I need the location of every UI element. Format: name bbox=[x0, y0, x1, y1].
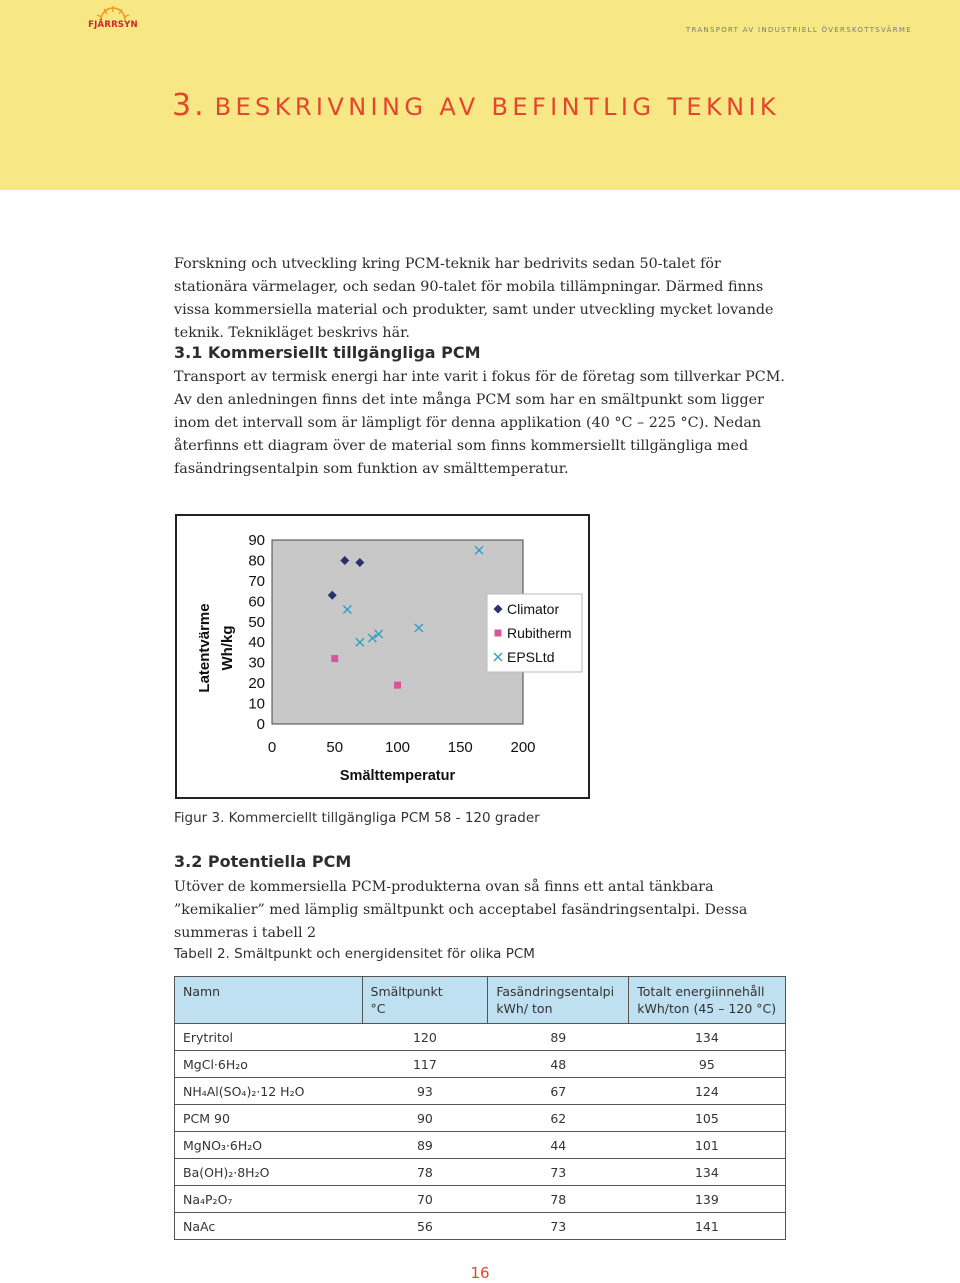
chapter-title: BESKRIVNING AV BEFINTLIG TEKNIK bbox=[214, 93, 781, 121]
cell-melting-point: 56 bbox=[362, 1213, 488, 1240]
fjarrsyn-logo bbox=[82, 6, 144, 32]
table-row bbox=[175, 1105, 786, 1132]
x-tick-label: 50 bbox=[326, 739, 344, 756]
legend-label: EPSLtd bbox=[507, 649, 555, 665]
cell-total: 139 bbox=[629, 1186, 786, 1213]
y-tick-label: 30 bbox=[248, 654, 265, 672]
cell-name: Erytritol bbox=[175, 1024, 363, 1051]
header-name: Namn bbox=[175, 977, 363, 1024]
data-point-rubitherm bbox=[331, 655, 338, 662]
y-tick-label: 20 bbox=[248, 675, 265, 693]
page-number: 16 bbox=[470, 1264, 490, 1282]
x-tick-label: 200 bbox=[510, 739, 536, 756]
chapter-number: 3. bbox=[172, 88, 207, 123]
pcm-table bbox=[174, 976, 786, 1240]
cell-enthalpy: 73 bbox=[488, 1213, 629, 1240]
table-row bbox=[175, 1159, 786, 1186]
cell-enthalpy: 73 bbox=[488, 1159, 629, 1186]
cell-total: 134 bbox=[629, 1159, 786, 1186]
header-total-energy: Totalt energiinnehåll kWh/ton (45 – 120 °C) bbox=[629, 977, 786, 1024]
cell-enthalpy: 78 bbox=[488, 1186, 629, 1213]
legend-label: Rubitherm bbox=[507, 625, 572, 641]
table-row bbox=[175, 1186, 786, 1213]
cell-total: 101 bbox=[629, 1132, 786, 1159]
intro-paragraph: Forskning och utveckling kring PCM-teknik har bedrivits sedan 50-talet för stationära värmelager, och sedan 90-talet för mobila tillämpningar. Därmed finns vissa kommersiella material och produkter, samt under utveckling mycket lovande teknik. Teknikläget beskrivs här. bbox=[174, 256, 774, 341]
table-row bbox=[175, 1078, 786, 1105]
cell-melting-point: 117 bbox=[362, 1051, 488, 1078]
y-axis-label-line1: Latentvärme bbox=[196, 603, 213, 693]
cell-name: MgNO₃·6H₂O bbox=[175, 1132, 363, 1159]
running-title: TRANSPORT AV INDUSTRIELL ÖVERSKOTTSVÄRME bbox=[685, 26, 912, 34]
figure-caption: Figur 3. Kommerciellt tillgängliga PCM 58 - 120 grader bbox=[174, 810, 540, 826]
cell-enthalpy: 44 bbox=[488, 1132, 629, 1159]
table-row bbox=[175, 1213, 786, 1240]
table-caption: Tabell 2. Smältpunkt och energidensitet för olika PCM bbox=[174, 946, 535, 962]
cell-melting-point: 93 bbox=[362, 1078, 488, 1105]
y-tick-label: 60 bbox=[248, 593, 265, 611]
legend-label: Climator bbox=[507, 601, 560, 617]
logo-text: FJÄRRSYN bbox=[88, 20, 138, 30]
cell-melting-point: 89 bbox=[362, 1132, 488, 1159]
chapter-heading bbox=[172, 88, 780, 123]
chart-canvas bbox=[177, 516, 588, 797]
data-point-rubitherm bbox=[394, 682, 401, 689]
cell-name: MgCl·6H₂o bbox=[175, 1051, 363, 1078]
chart-legend bbox=[487, 594, 582, 672]
x-tick-label: 150 bbox=[447, 739, 473, 756]
x-tick-label: 100 bbox=[384, 739, 411, 756]
section-heading-3-1: 3.1 Kommersiellt tillgängliga PCM bbox=[174, 343, 481, 362]
cell-enthalpy: 48 bbox=[488, 1051, 629, 1078]
cell-total: 134 bbox=[629, 1024, 786, 1051]
y-tick-label: 90 bbox=[248, 532, 265, 549]
y-tick-labels bbox=[248, 532, 265, 733]
y-axis-label-line2: Wh/kg bbox=[219, 625, 236, 671]
table-row bbox=[175, 1051, 786, 1078]
table-header-row bbox=[175, 977, 786, 1024]
cell-name: PCM 90 bbox=[175, 1105, 363, 1132]
cell-name: Na₄P₂O₇ bbox=[175, 1186, 363, 1213]
scatter-chart bbox=[175, 514, 590, 799]
x-axis-label: Smälttemperatur bbox=[339, 768, 456, 784]
legend-marker-rubitherm bbox=[495, 630, 502, 637]
y-tick-label: 0 bbox=[256, 716, 265, 733]
cell-name: Ba(OH)₂·8H₂O bbox=[175, 1159, 363, 1186]
section-heading-3-2: 3.2 Potentiella PCM bbox=[174, 852, 352, 871]
y-tick-label: 50 bbox=[248, 613, 265, 631]
cell-total: 141 bbox=[629, 1213, 786, 1240]
cell-melting-point: 70 bbox=[362, 1186, 488, 1213]
cell-enthalpy: 89 bbox=[488, 1024, 629, 1051]
y-tick-label: 10 bbox=[248, 695, 265, 713]
cell-melting-point: 120 bbox=[362, 1024, 488, 1051]
section-3-2-body: Utöver de kommersiella PCM-produkterna ovan så finns ett antal tänkbara ”kemikalier” med lämplig smältpunkt och acceptabel fasändringsentalpi. Dessa summeras i tabell 2 bbox=[174, 879, 748, 941]
y-tick-label: 40 bbox=[248, 634, 265, 652]
cell-enthalpy: 62 bbox=[488, 1105, 629, 1132]
cell-name: NH₄Al(SO₄)₂·12 H₂O bbox=[175, 1078, 363, 1105]
cell-total: 124 bbox=[629, 1078, 786, 1105]
y-tick-label: 80 bbox=[248, 552, 265, 570]
cell-melting-point: 78 bbox=[362, 1159, 488, 1186]
section-3-1-body: Transport av termisk energi har inte varit i fokus för de företag som tillverkar PCM. Av den anledningen finns det inte många PCM som har en smältpunkt som ligger inom det intervall som är lämpligt för denna applikation (40 °C – 225 °C). Nedan återfinns ett diagram över de material som finns kommersiellt tillgängliga med fasändringsentalpin som funktion av smälttemperatur. bbox=[174, 369, 785, 477]
cell-melting-point: 90 bbox=[362, 1105, 488, 1132]
cell-enthalpy: 67 bbox=[488, 1078, 629, 1105]
y-tick-label: 70 bbox=[248, 572, 265, 590]
cell-total: 105 bbox=[629, 1105, 786, 1132]
table-row bbox=[175, 1024, 786, 1051]
table-row bbox=[175, 1132, 786, 1159]
x-tick-labels bbox=[268, 739, 536, 756]
header-enthalpy: Fasändringsentalpi kWh/ ton bbox=[488, 977, 629, 1024]
x-tick-label: 0 bbox=[267, 739, 277, 756]
header-melting-point: Smältpunkt °C bbox=[362, 977, 488, 1024]
plot-area bbox=[272, 540, 523, 724]
cell-total: 95 bbox=[629, 1051, 786, 1078]
cell-name: NaAc bbox=[175, 1213, 363, 1240]
